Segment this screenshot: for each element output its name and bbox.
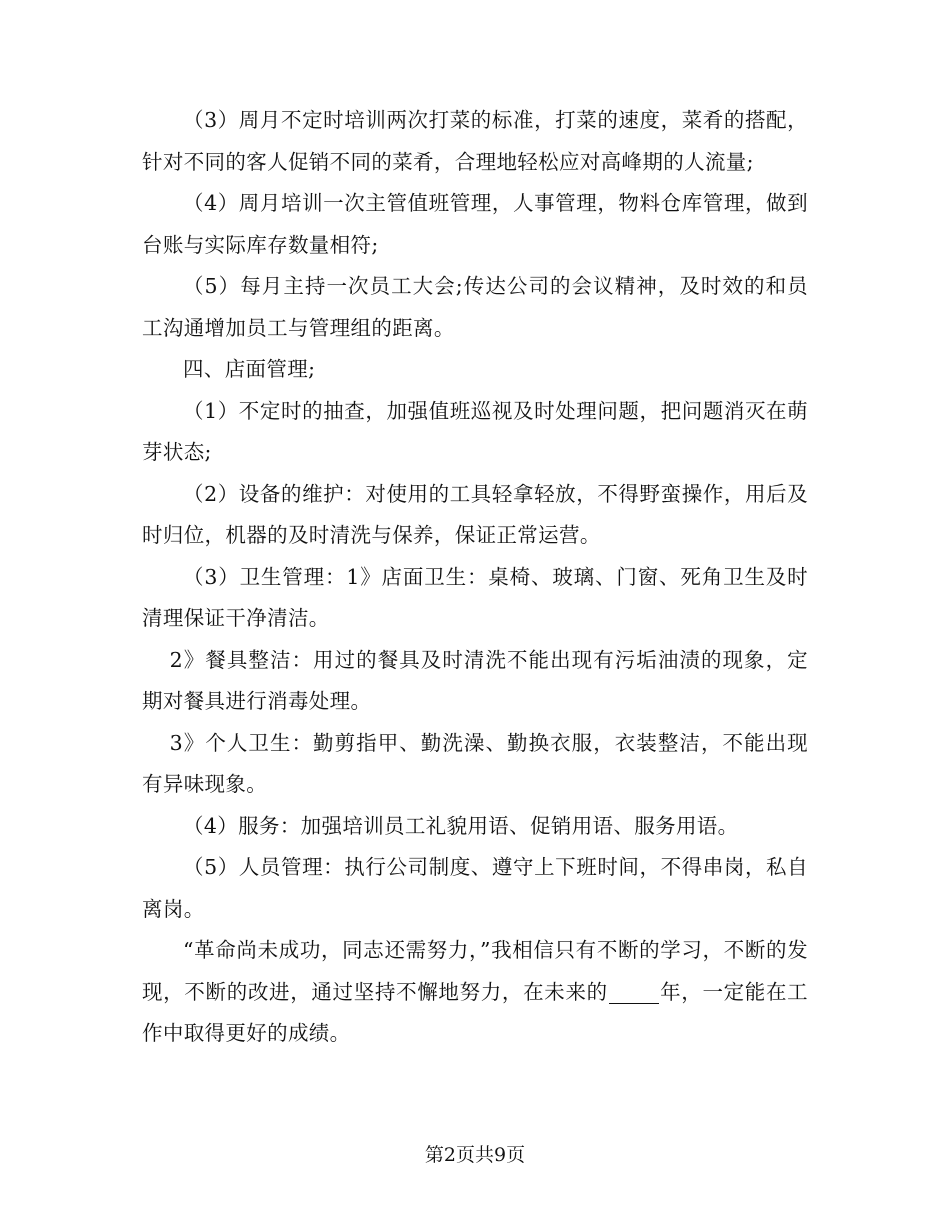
paragraph-training-management: （4）周月培训一次主管值班管理，人事管理，物料仓库管理，做到台账与实际库存数量相符; (142, 191, 808, 257)
paragraph-tableware-cleanliness: 2》餐具整洁：用过的餐具及时清洗不能出现有污垢油渍的现象，定期对餐具进行消毒处理。 (142, 647, 808, 713)
paragraph-training-serving: （3）周月不定时培训两次打菜的标准，打菜的速度，菜肴的搭配，针对不同的客人促销不同的菜肴，合理地轻松应对高峰期的人流量; (142, 108, 808, 174)
paragraph-personnel-management: （5）人员管理：执行公司制度、遵守上下班时间，不得串岗，私自离岗。 (142, 855, 808, 921)
closing-text-start: “革命尚未成功，同志还需努力，”我相信只有不断的学习，不断的发现，不断的改进，通过坚持不懈地努力，在未来的 (142, 938, 808, 1004)
paragraph-equipment-maintenance: （2）设备的维护：对使用的工具轻拿轻放，不得野蛮操作，用后及时归位，机器的及时清洗与保养，保证正常运营。 (142, 481, 808, 547)
fill-in-blank (609, 982, 659, 1004)
section-heading-store-management: 四、店面管理; (183, 357, 316, 381)
paragraph-personal-hygiene: 3》个人卫生：勤剪指甲、勤洗澡、勤换衣服，衣装整洁，不能出现有异味现象。 (142, 730, 808, 796)
paragraph-closing (142, 930, 808, 1055)
closing-text-end: 年，一定能在工作中取得更好的成绩。 (142, 979, 809, 1045)
page-number-footer: 第2页共9页 (424, 1144, 526, 1166)
paragraph-service: （4）服务：加强培训员工礼貌用语、促销用语、服务用语。 (183, 813, 739, 838)
paragraph-hygiene-management: （3）卫生管理：1》店面卫生：桌椅、玻璃、门窗、死角卫生及时清理保证干净清洁。 (142, 564, 808, 630)
document-body (142, 100, 808, 1055)
paragraph-staff-meeting: （5）每月主持一次员工大会;传达公司的会议精神，及时效的和员工沟通增加员工与管理组的距离。 (142, 274, 808, 340)
paragraph-spot-checks: （1）不定时的抽查，加强值班巡视及时处理问题，把问题消灭在萌芽状态; (142, 398, 808, 464)
